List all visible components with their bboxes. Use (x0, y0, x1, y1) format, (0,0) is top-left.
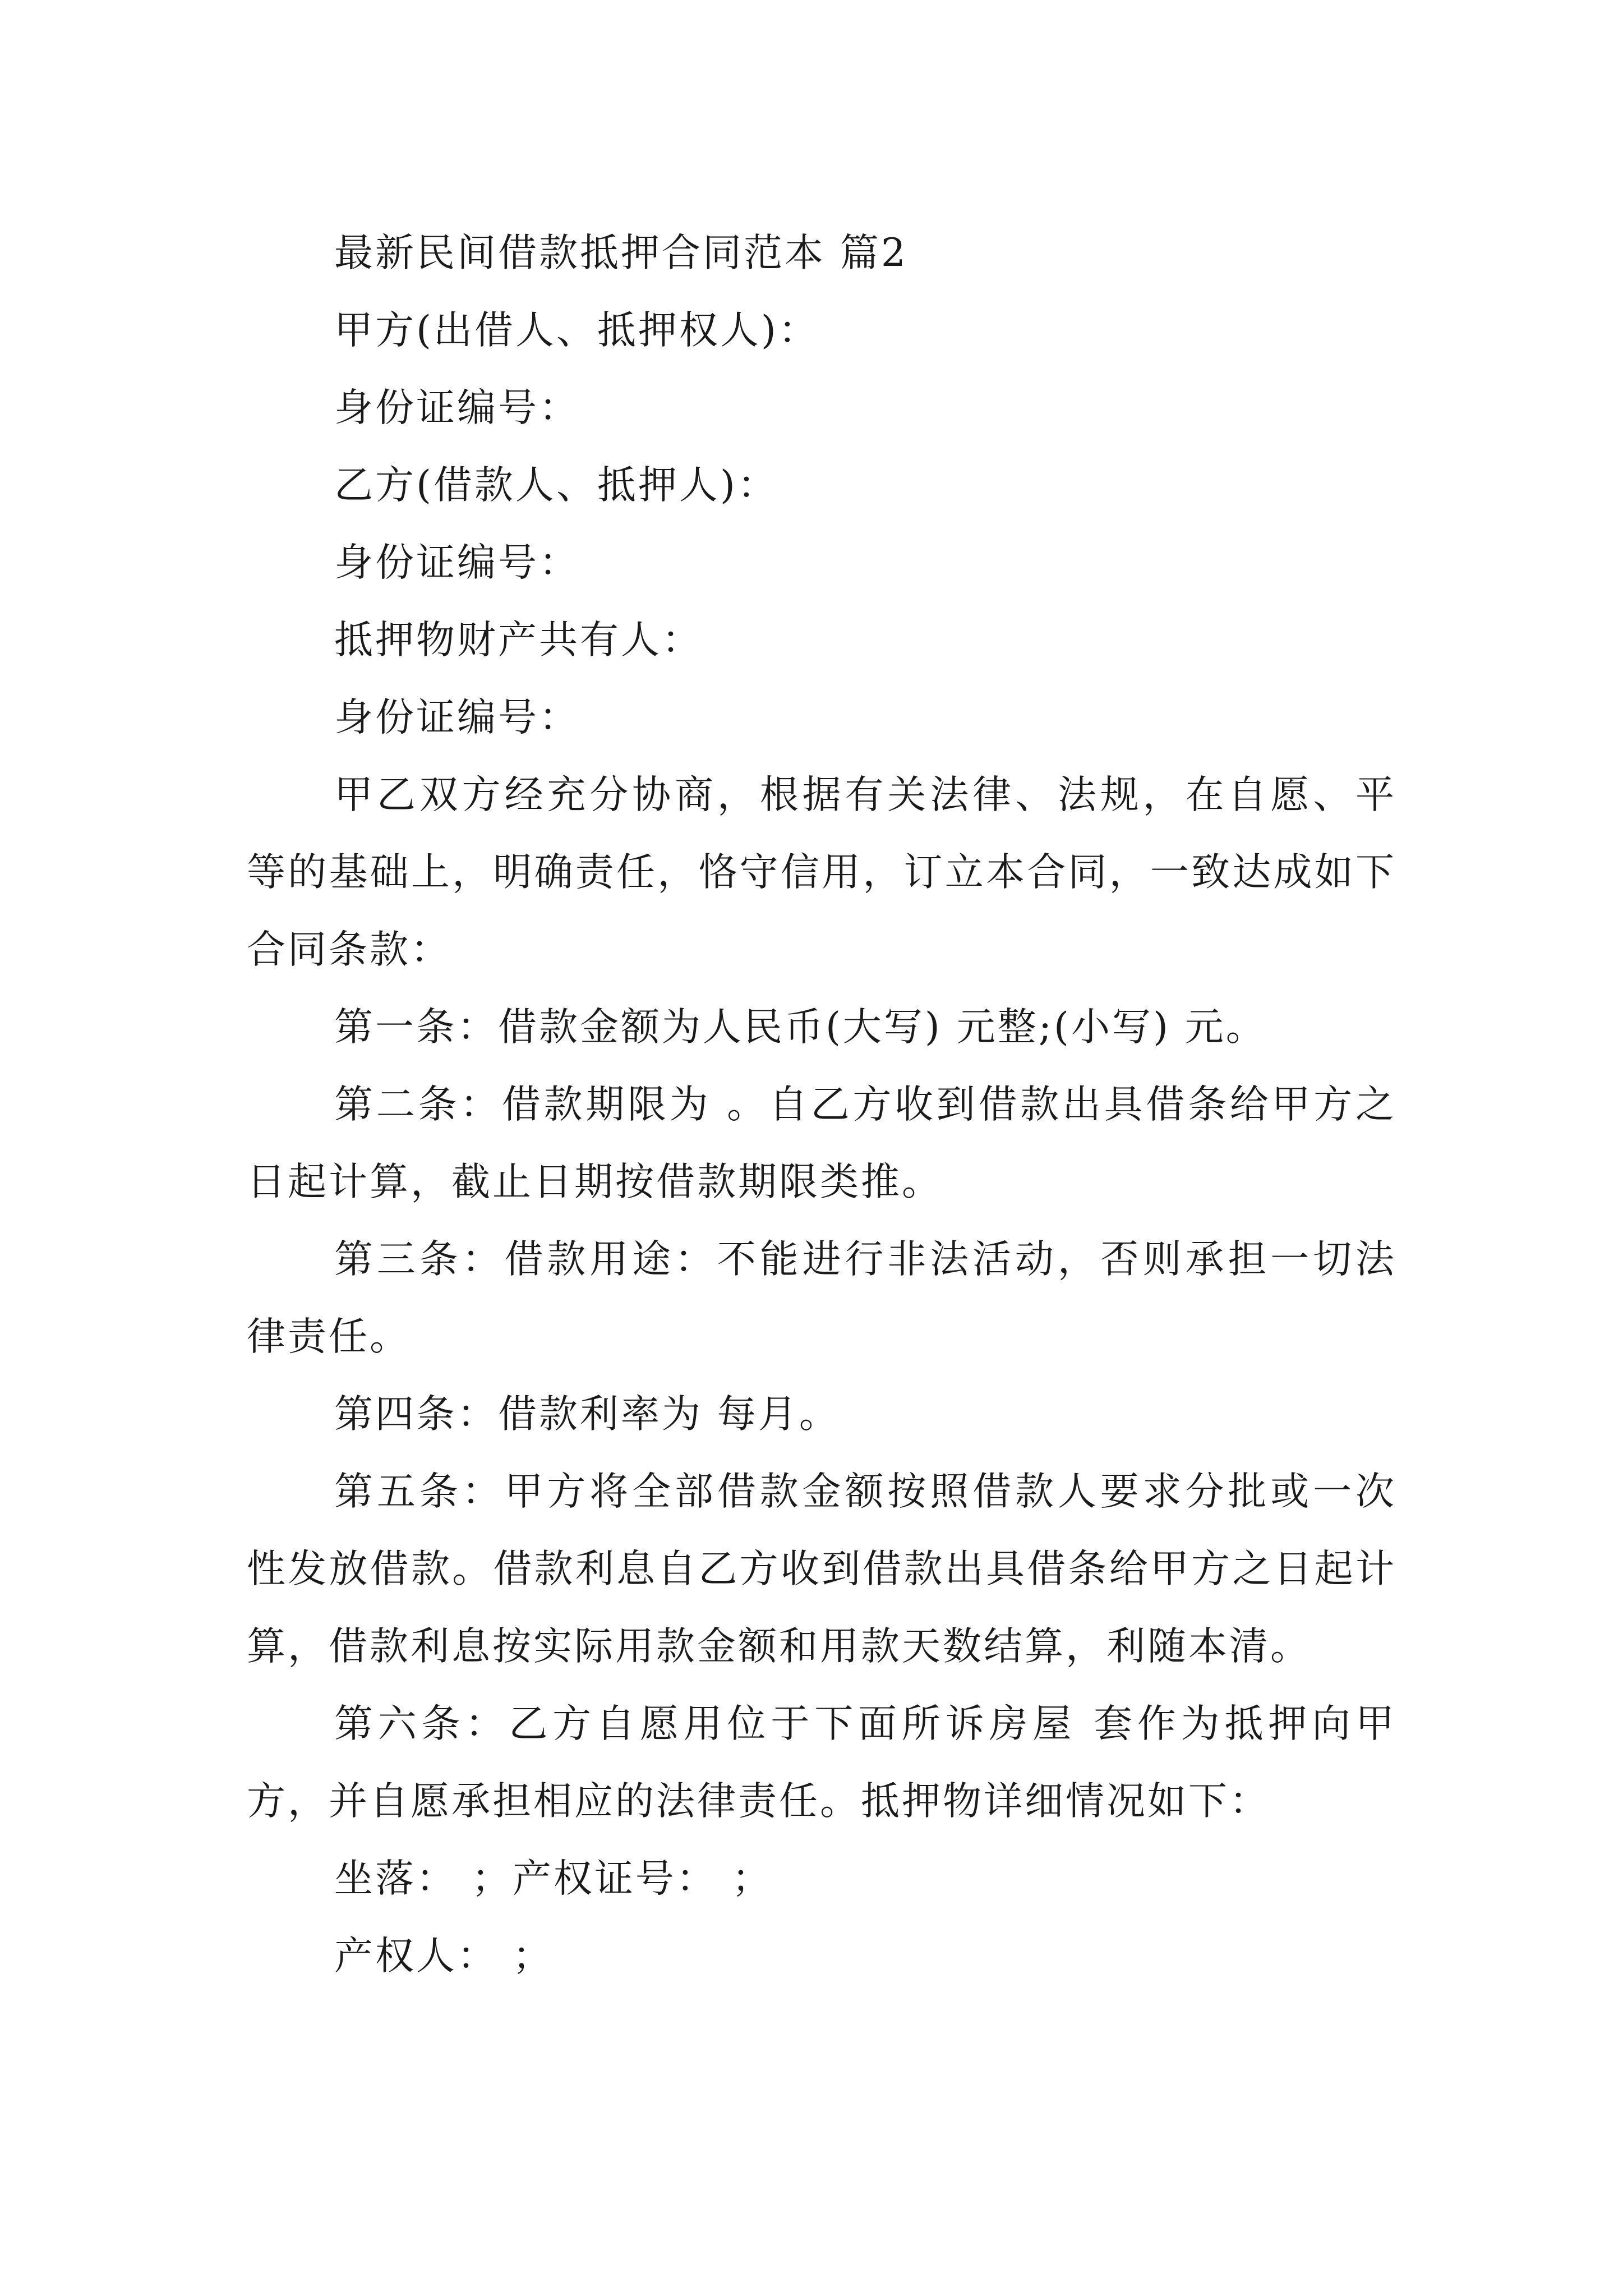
article-4: 第四条：借款利率为 每月。 (334, 1392, 840, 1437)
document-title: 最新民间借款抵押合同范本 篇2 (334, 231, 908, 275)
article-5: 第五条：甲方将全部借款金额按照借款人要求分批或一次性发放借款。借款利息自乙方收到借款出具借条给甲方之日起计算，借款利息按实际用款金额和用款天数结算，利随本清。 (247, 1469, 1396, 1669)
co-owner-id-line: 身份证编号： (334, 695, 580, 740)
lender-line: 甲方(出借人、抵押权人)： (334, 308, 819, 353)
article-3: 第三条：借款用途：不能进行非法活动，否则承担一切法律责任。 (247, 1237, 1396, 1359)
article-6: 第六条：乙方自愿用位于下面所诉房屋 套作为抵押向甲方，并自愿承担相应的法律责任。抵押物详细情况如下： (247, 1701, 1396, 1824)
preamble-paragraph: 甲乙双方经充分协商，根据有关法律、法规，在自愿、平等的基础上，明确责任，恪守信用，订立本合同，一致达成如下合同条款： (247, 772, 1396, 972)
co-owner-line: 抵押物财产共有人： (334, 618, 703, 662)
article-1: 第一条：借款金额为人民币(大写) 元整;(小写) 元。 (334, 1005, 1267, 1050)
property-location-line: 坐落： ；产权证号： ； (334, 1856, 773, 1901)
borrower-line: 乙方(借款人、抵押人)： (334, 463, 778, 508)
article-2: 第二条：借款期限为 。自乙方收到借款出具借条给甲方之日起计算，截止日期按借款期限类推。 (247, 1082, 1396, 1204)
document-body (247, 214, 1396, 1995)
property-owner-line: 产权人： ； (334, 1934, 554, 1978)
lender-id-line: 身份证编号： (334, 385, 580, 430)
borrower-id-line: 身份证编号： (334, 540, 580, 585)
